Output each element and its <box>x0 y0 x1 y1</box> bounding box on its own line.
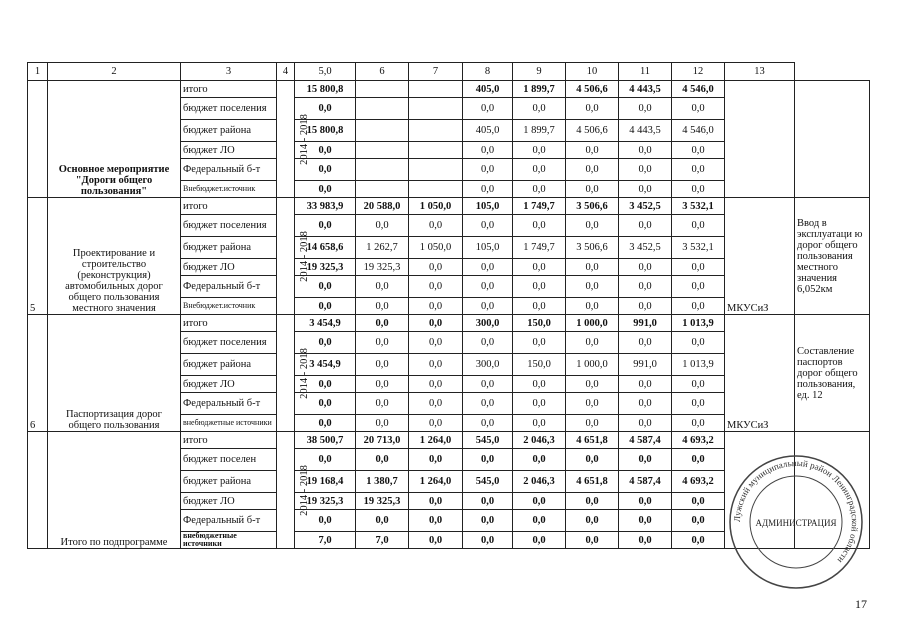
value-cell: 0,0 <box>409 510 463 532</box>
value-cell: 0,0 <box>356 276 409 298</box>
value-cell: 0,0 <box>513 510 566 532</box>
value-cell: 300,0 <box>463 354 513 376</box>
value-cell: 0,0 <box>513 298 566 315</box>
value-cell: 0,0 <box>566 98 619 120</box>
value-cell: 0,0 <box>463 159 513 181</box>
funding-source: бюджет ЛО <box>181 493 277 510</box>
value-cell: 4 546,0 <box>672 120 725 142</box>
value-cell: 545,0 <box>463 471 513 493</box>
value-cell: 1 013,9 <box>672 354 725 376</box>
value-cell: 1 264,0 <box>409 432 463 449</box>
value-cell: 0,0 <box>463 449 513 471</box>
value-cell: 0,0 <box>463 376 513 393</box>
value-cell <box>409 120 463 142</box>
value-cell: 0,0 <box>356 298 409 315</box>
value-cell: 0,0 <box>619 449 672 471</box>
value-cell: 0,0 <box>619 259 672 276</box>
value-cell: 991,0 <box>619 354 672 376</box>
value-cell: 4 693,2 <box>672 471 725 493</box>
value-cell: 0,0 <box>619 98 672 120</box>
value-cell: 0,0 <box>295 215 356 237</box>
value-cell: 0,0 <box>463 276 513 298</box>
period-cell <box>277 198 310 315</box>
value-cell: 0,0 <box>672 215 725 237</box>
column-number: 4 <box>277 63 295 81</box>
value-cell: 0,0 <box>566 276 619 298</box>
table-row <box>28 315 870 332</box>
value-cell: 0,0 <box>672 449 725 471</box>
svg-text:Лужский муниципальный район Ле: Лужский муниципальный район Ленинградской области <box>731 457 861 566</box>
value-cell: 405,0 <box>463 81 513 98</box>
value-cell: 0,0 <box>513 532 566 549</box>
value-cell: 0,0 <box>672 298 725 315</box>
value-cell: 0,0 <box>619 298 672 315</box>
value-cell <box>409 81 463 98</box>
value-cell: 0,0 <box>566 159 619 181</box>
value-cell: 0,0 <box>356 354 409 376</box>
value-cell: 1 050,0 <box>409 198 463 215</box>
value-cell: 0,0 <box>672 532 725 549</box>
value-cell: 0,0 <box>566 532 619 549</box>
value-cell: 300,0 <box>463 315 513 332</box>
value-cell: 0,0 <box>356 376 409 393</box>
value-cell: 0,0 <box>513 393 566 415</box>
responsible-executor <box>725 81 795 198</box>
value-cell: 15 800,8 <box>295 81 356 98</box>
value-cell: 0,0 <box>619 181 672 198</box>
value-cell: 3 506,6 <box>566 237 619 259</box>
period-label: 2014 - 2018 <box>298 230 310 282</box>
value-cell: 4 651,8 <box>566 432 619 449</box>
value-cell: 0,0 <box>619 376 672 393</box>
column-number: 11 <box>619 63 672 81</box>
value-cell: 0,0 <box>513 215 566 237</box>
row-index <box>28 81 48 198</box>
value-cell: 15 800,8 <box>295 120 356 142</box>
value-cell: 0,0 <box>356 315 409 332</box>
value-cell: 0,0 <box>463 215 513 237</box>
value-cell: 0,0 <box>463 510 513 532</box>
value-cell: 0,0 <box>513 449 566 471</box>
funding-source: внебюджетные источники <box>181 415 277 432</box>
value-cell: 3 454,9 <box>295 354 356 376</box>
value-cell: 0,0 <box>566 181 619 198</box>
value-cell: 0,0 <box>295 449 356 471</box>
value-cell: 0,0 <box>672 276 725 298</box>
value-cell: 0,0 <box>295 510 356 532</box>
column-number: 3 <box>181 63 277 81</box>
funding-source: бюджет ЛО <box>181 259 277 276</box>
value-cell: 0,0 <box>619 142 672 159</box>
value-cell: 0,0 <box>619 276 672 298</box>
value-cell: 0,0 <box>672 259 725 276</box>
value-cell: 33 983,9 <box>295 198 356 215</box>
value-cell: 1 264,0 <box>409 471 463 493</box>
period-label: 2014 - 2018 <box>298 113 310 165</box>
column-number: 5,0 <box>295 63 356 81</box>
column-number: 2 <box>48 63 181 81</box>
funding-source: Федеральный б-т <box>181 276 277 298</box>
value-cell: 1 749,7 <box>513 237 566 259</box>
value-cell: 20 713,0 <box>356 432 409 449</box>
value-cell <box>356 81 409 98</box>
period-cell <box>277 432 310 549</box>
value-cell: 0,0 <box>513 98 566 120</box>
value-cell: 4 587,4 <box>619 471 672 493</box>
value-cell: 0,0 <box>409 493 463 510</box>
value-cell: 4 443,5 <box>619 81 672 98</box>
value-cell: 0,0 <box>409 449 463 471</box>
column-number: 8 <box>463 63 513 81</box>
value-cell: 0,0 <box>463 298 513 315</box>
value-cell: 3 452,5 <box>619 198 672 215</box>
table-row <box>28 81 870 98</box>
activity-name: Проектирование и строительство (реконструкция) автомобильных дорог общего пользования местного значения <box>48 198 181 315</box>
value-cell: 0,0 <box>513 159 566 181</box>
value-cell: 0,0 <box>672 376 725 393</box>
value-cell: 0,0 <box>409 532 463 549</box>
value-cell: 0,0 <box>409 276 463 298</box>
value-cell: 0,0 <box>463 98 513 120</box>
value-cell: 4 693,2 <box>672 432 725 449</box>
value-cell: 0,0 <box>463 142 513 159</box>
funding-source: внебюджетные источники <box>181 532 277 549</box>
value-cell: 0,0 <box>463 181 513 198</box>
column-number: 12 <box>672 63 725 81</box>
activity-name: Паспортизация дорог общего пользования <box>48 315 181 432</box>
value-cell: 0,0 <box>566 415 619 432</box>
expected-result <box>795 81 870 198</box>
responsible-executor: МКУСиЗ <box>725 315 795 432</box>
value-cell: 0,0 <box>672 159 725 181</box>
value-cell: 1 262,7 <box>356 237 409 259</box>
value-cell: 0,0 <box>619 332 672 354</box>
value-cell: 0,0 <box>672 393 725 415</box>
table-row <box>28 432 870 449</box>
value-cell: 0,0 <box>295 332 356 354</box>
value-cell: 0,0 <box>463 532 513 549</box>
value-cell: 4 506,6 <box>566 81 619 98</box>
column-number: 1 <box>28 63 48 81</box>
funding-source: бюджет района <box>181 354 277 376</box>
value-cell: 0,0 <box>513 332 566 354</box>
value-cell: 0,0 <box>672 493 725 510</box>
value-cell: 0,0 <box>356 449 409 471</box>
value-cell: 4 587,4 <box>619 432 672 449</box>
value-cell: 1 899,7 <box>513 81 566 98</box>
value-cell: 0,0 <box>566 259 619 276</box>
funding-source: итого <box>181 81 277 98</box>
value-cell: 405,0 <box>463 120 513 142</box>
value-cell: 0,0 <box>295 159 356 181</box>
value-cell <box>356 98 409 120</box>
value-cell: 2 046,3 <box>513 432 566 449</box>
column-number: 13 <box>725 63 795 81</box>
value-cell: 0,0 <box>672 510 725 532</box>
funding-source: итого <box>181 432 277 449</box>
period-label: 2014 - 2018 <box>298 347 310 399</box>
funding-source: Федеральный б-т <box>181 159 277 181</box>
value-cell: 3 506,6 <box>566 198 619 215</box>
page-number: 17 <box>855 597 867 611</box>
value-cell: 0,0 <box>295 98 356 120</box>
column-number: 9 <box>513 63 566 81</box>
value-cell: 0,0 <box>513 376 566 393</box>
value-cell: 545,0 <box>463 432 513 449</box>
value-cell: 0,0 <box>409 259 463 276</box>
value-cell: 0,0 <box>672 415 725 432</box>
value-cell: 1 380,7 <box>356 471 409 493</box>
period-cell <box>277 81 310 198</box>
value-cell: 0,0 <box>513 415 566 432</box>
value-cell: 0,0 <box>619 159 672 181</box>
funding-source: бюджет ЛО <box>181 142 277 159</box>
value-cell: 0,0 <box>566 298 619 315</box>
value-cell: 0,0 <box>409 376 463 393</box>
value-cell: 0,0 <box>295 181 356 198</box>
value-cell: 14 658,6 <box>295 237 356 259</box>
value-cell: 0,0 <box>513 276 566 298</box>
value-cell: 4 651,8 <box>566 471 619 493</box>
value-cell: 19 168,4 <box>295 471 356 493</box>
activity-name: Итого по подпрограмме <box>48 432 181 549</box>
value-cell: 1 749,7 <box>513 198 566 215</box>
funding-source: бюджет района <box>181 120 277 142</box>
value-cell: 0,0 <box>566 493 619 510</box>
value-cell: 0,0 <box>513 181 566 198</box>
value-cell: 991,0 <box>619 315 672 332</box>
value-cell: 0,0 <box>409 354 463 376</box>
value-cell: 0,0 <box>463 393 513 415</box>
value-cell: 4 546,0 <box>672 81 725 98</box>
value-cell <box>409 142 463 159</box>
value-cell: 105,0 <box>463 237 513 259</box>
value-cell: 0,0 <box>672 181 725 198</box>
responsible-executor: МКУСиЗ <box>725 198 795 315</box>
value-cell: 0,0 <box>409 393 463 415</box>
value-cell: 150,0 <box>513 354 566 376</box>
column-number: 6 <box>356 63 409 81</box>
value-cell: 0,0 <box>619 415 672 432</box>
value-cell: 0,0 <box>356 415 409 432</box>
value-cell: 0,0 <box>672 332 725 354</box>
column-number: 7 <box>409 63 463 81</box>
row-index: 5 <box>28 198 48 315</box>
value-cell: 1 050,0 <box>409 237 463 259</box>
value-cell <box>356 159 409 181</box>
row-index: 6 <box>28 315 48 432</box>
value-cell: 1 013,9 <box>672 315 725 332</box>
svg-text:АДМИНИСТРАЦИЯ: АДМИНИСТРАЦИЯ <box>755 518 837 528</box>
value-cell: 0,0 <box>672 98 725 120</box>
value-cell: 0,0 <box>463 332 513 354</box>
funding-source: бюджет района <box>181 471 277 493</box>
value-cell: 1 000,0 <box>566 315 619 332</box>
value-cell: 0,0 <box>463 259 513 276</box>
funding-source: бюджет поселения <box>181 332 277 354</box>
value-cell: 0,0 <box>409 315 463 332</box>
value-cell: 19 325,3 <box>356 493 409 510</box>
funding-source: итого <box>181 198 277 215</box>
value-cell: 19 325,3 <box>295 259 356 276</box>
funding-source: бюджет поселения <box>181 215 277 237</box>
value-cell: 0,0 <box>619 510 672 532</box>
value-cell: 4 443,5 <box>619 120 672 142</box>
value-cell <box>356 181 409 198</box>
funding-source: Федеральный б-т <box>181 393 277 415</box>
value-cell: 0,0 <box>409 215 463 237</box>
value-cell: 3 452,5 <box>619 237 672 259</box>
value-cell: 0,0 <box>619 215 672 237</box>
value-cell: 0,0 <box>409 332 463 354</box>
value-cell: 4 506,6 <box>566 120 619 142</box>
value-cell: 0,0 <box>513 493 566 510</box>
value-cell: 38 500,7 <box>295 432 356 449</box>
value-cell: 0,0 <box>295 393 356 415</box>
activity-name: Основное мероприятие "Дороги общего пользования" <box>48 81 181 198</box>
expected-result: Составление паспортов дорог общего пользования, ед. 12 <box>795 315 870 432</box>
value-cell: 0,0 <box>513 259 566 276</box>
value-cell: 0,0 <box>566 376 619 393</box>
row-index <box>28 432 48 549</box>
value-cell: 7,0 <box>295 532 356 549</box>
funding-source: бюджет ЛО <box>181 376 277 393</box>
value-cell: 0,0 <box>409 298 463 315</box>
funding-source: Внебюджет.источник <box>181 298 277 315</box>
value-cell: 150,0 <box>513 315 566 332</box>
value-cell: 20 588,0 <box>356 198 409 215</box>
value-cell: 0,0 <box>295 276 356 298</box>
value-cell <box>356 142 409 159</box>
value-cell: 0,0 <box>409 415 463 432</box>
value-cell: 0,0 <box>566 332 619 354</box>
value-cell <box>409 181 463 198</box>
value-cell: 0,0 <box>566 142 619 159</box>
value-cell: 0,0 <box>566 215 619 237</box>
funding-source: бюджет поселения <box>181 98 277 120</box>
value-cell: 0,0 <box>356 215 409 237</box>
value-cell: 1 000,0 <box>566 354 619 376</box>
value-cell: 2 046,3 <box>513 471 566 493</box>
value-cell: 0,0 <box>295 376 356 393</box>
column-number: 10 <box>566 63 619 81</box>
value-cell: 0,0 <box>566 510 619 532</box>
value-cell: 0,0 <box>619 393 672 415</box>
value-cell: 0,0 <box>463 415 513 432</box>
value-cell: 7,0 <box>356 532 409 549</box>
value-cell: 1 899,7 <box>513 120 566 142</box>
value-cell: 0,0 <box>513 142 566 159</box>
value-cell: 0,0 <box>672 142 725 159</box>
value-cell: 0,0 <box>356 332 409 354</box>
value-cell: 0,0 <box>356 510 409 532</box>
value-cell: 0,0 <box>295 298 356 315</box>
value-cell <box>409 98 463 120</box>
value-cell <box>409 159 463 181</box>
value-cell: 0,0 <box>356 393 409 415</box>
value-cell: 3 532,1 <box>672 237 725 259</box>
value-cell <box>356 120 409 142</box>
value-cell: 0,0 <box>566 449 619 471</box>
period-label: 2014 - 2018 <box>298 464 310 516</box>
value-cell: 3 454,9 <box>295 315 356 332</box>
funding-source: бюджет поселен <box>181 449 277 471</box>
funding-source: Федеральный б-т <box>181 510 277 532</box>
value-cell: 3 532,1 <box>672 198 725 215</box>
funding-source: Внебюджет.источник <box>181 181 277 198</box>
value-cell: 0,0 <box>295 415 356 432</box>
period-cell <box>277 315 310 432</box>
value-cell: 0,0 <box>463 493 513 510</box>
value-cell: 0,0 <box>619 532 672 549</box>
value-cell: 0,0 <box>566 393 619 415</box>
header-row <box>28 63 870 81</box>
value-cell: 19 325,3 <box>356 259 409 276</box>
value-cell: 0,0 <box>295 142 356 159</box>
value-cell: 0,0 <box>619 493 672 510</box>
expected-result: Ввод в эксплуатаци ю дорог общего пользования местного значения 6,052км <box>795 198 870 315</box>
table-row <box>28 198 870 215</box>
funding-source: итого <box>181 315 277 332</box>
official-seal <box>726 452 866 592</box>
value-cell: 19 325,3 <box>295 493 356 510</box>
funding-source: бюджет района <box>181 237 277 259</box>
value-cell: 105,0 <box>463 198 513 215</box>
